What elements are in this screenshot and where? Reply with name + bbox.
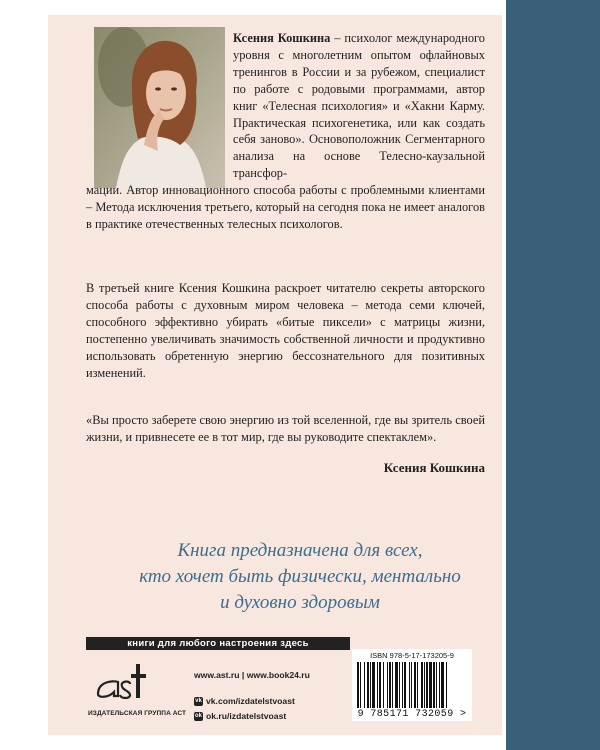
barcode-bar xyxy=(446,662,447,708)
ast-logo xyxy=(96,660,148,700)
tagline-line: и духовно здоровым xyxy=(220,592,380,613)
barcode-bar xyxy=(424,662,425,708)
barcode-bar xyxy=(364,662,365,708)
barcode-bar xyxy=(399,662,400,708)
quote-author: Ксения Кошкина xyxy=(383,460,485,475)
barcode-bar xyxy=(417,662,418,708)
barcode-bar xyxy=(377,662,378,708)
barcode-bar xyxy=(426,662,428,708)
barcode-panel xyxy=(352,649,472,721)
barcode-bar xyxy=(367,662,369,708)
author-bio-intro xyxy=(233,30,485,182)
vk-link[interactable]: vk.com/izdatelstvoast xyxy=(206,696,295,706)
vk-icon: vk xyxy=(195,698,202,704)
barcode-bar xyxy=(421,662,423,708)
publisher-name: ИЗДАТЕЛЬСКАЯ ГРУППА АСТ xyxy=(88,710,187,717)
author-name: Ксения Кошкина xyxy=(233,31,331,45)
barcode-bar xyxy=(402,662,403,708)
barcode xyxy=(357,662,467,708)
barcode-bar xyxy=(414,662,416,708)
isbn-number: ISBN 978-5-17-173205-9 xyxy=(370,651,454,660)
barcode-bar xyxy=(409,662,410,708)
barcode-bar xyxy=(389,662,391,708)
barcode-bar xyxy=(392,662,393,708)
tagline-line: Книга предназначена для всех, xyxy=(177,540,423,561)
tagline-line: кто хочет быть физически, ментально xyxy=(139,566,461,587)
barcode-bar xyxy=(404,662,406,708)
author-photo xyxy=(94,27,225,188)
author-bio-text: – психолог международного уровня с многолетним опытом офлайновых тренингов в России и за рубежом, специалист по работе с родовыми программами, автор книг «Телесная психология» и «Хакни Карму. Практическая психогенетика, или как создать себя заново». Основоположник Сегментарного анализа на основе Телесно-каузальной трансфор- xyxy=(233,31,485,181)
barcode-bar xyxy=(379,662,381,708)
author-bio-continued: мации. Автор инновационного способа работы с проблемными клиентами – Метода исключения третьего, который на сегодня пока не имеет аналогов в практике отечественных телесных психологов. xyxy=(86,183,485,231)
author-quote: «Вы просто заберете свою энергию из той вселенной, где вы зритель своей жизни, и привнесете ее в тот мир, где вы руководите спектаклем». xyxy=(86,413,485,444)
spine-strip xyxy=(506,0,600,750)
barcode-bar xyxy=(387,662,388,708)
barcode-bar xyxy=(383,662,384,708)
barcode-bar xyxy=(433,662,435,708)
publisher-websites[interactable]: www.ast.ru | www.book24.ru xyxy=(194,670,310,680)
barcode-bar xyxy=(439,662,440,708)
barcode-bar xyxy=(395,662,398,708)
barcode-bar xyxy=(357,662,359,708)
barcode-bar xyxy=(372,662,375,708)
series-banner: книги для любого настроения здесь xyxy=(86,637,350,650)
barcode-bar xyxy=(441,662,444,708)
barcode-bar xyxy=(370,662,371,708)
barcode-bar xyxy=(436,662,437,708)
barcode-bar xyxy=(429,662,432,708)
barcode-digits: 9 785171 732059 > xyxy=(357,709,467,720)
book-description: В третьей книге Ксения Кошкина раскроет читателю секреты авторского способа работы с духовным миром человека – метода семи ключей, способного эффективно убирать «битые пиксели» с матрицы жизни, постепенно увеличивать значимость собственной личности и продуктивно использовать обретенную энергию бессознательного для позитивных изменений. xyxy=(86,281,485,380)
barcode-bar xyxy=(411,662,412,708)
book-tagline xyxy=(100,538,500,616)
ok-link[interactable]: ok.ru/izdatelstvoast xyxy=(206,711,287,721)
barcode-bar xyxy=(360,662,361,708)
ok-icon: ok xyxy=(194,713,202,719)
